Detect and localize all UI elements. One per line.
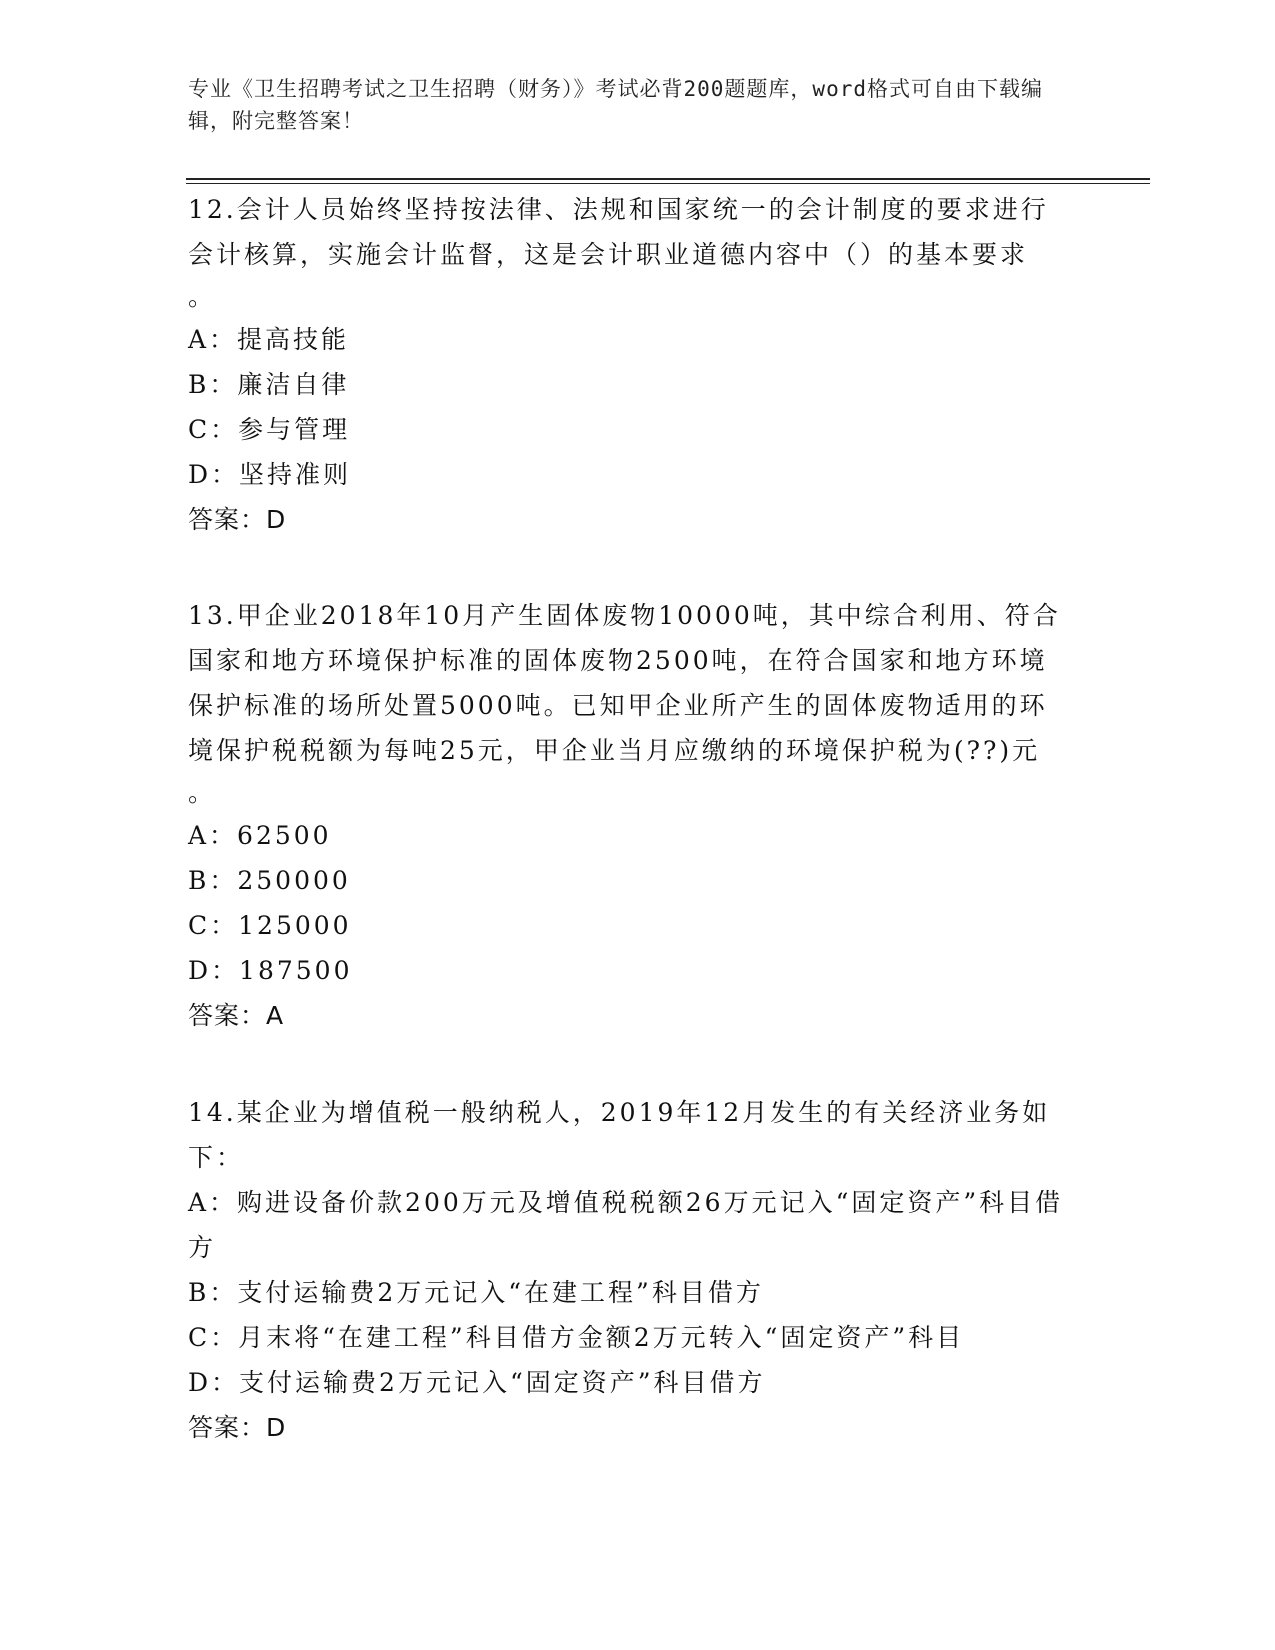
option-d: D：坚持准则 — [188, 460, 352, 489]
document-header: 专业《卫生招聘考试之卫生招聘（财务）》考试必背200题题库，word格式可自由下载编辑，附完整答案！ — [188, 77, 1043, 133]
question-stem: 14.某企业为增值税一般纳税人，2019年12月发生的有关经济业务如下： — [188, 1098, 1051, 1172]
option-c: C：月末将“在建工程”科目借方金额2万元转入“固定资产”科目 — [188, 1323, 965, 1352]
question-12 — [188, 187, 1068, 542]
option-b: B：250000 — [188, 866, 351, 895]
option-b: B：廉洁自律 — [188, 370, 350, 399]
option-c: C：参与管理 — [188, 415, 351, 444]
option-a: A：62500 — [188, 821, 332, 850]
answer: 答案：A — [188, 1001, 285, 1030]
question-stem: 13.甲企业2018年10月产生固体废物10000吨，其中综合利用、符合国家和地方环境保护标准的固体废物2500吨，在符合国家和地方环境保护标准的场所处置5000吨。已知甲企业所产生的固体废物适用的环境保护税税额为每吨25元，甲企业当月应缴纳的环境保护税为(??)元 — [188, 601, 1061, 765]
option-b: B：支付运输费2万元记入“在建工程”科目借方 — [188, 1278, 764, 1307]
answer: 答案：D — [188, 505, 287, 534]
answer: 答案：D — [188, 1413, 287, 1442]
option-d: D：支付运输费2万元记入“固定资产”科目借方 — [188, 1368, 766, 1397]
question-stem-end: 。 — [188, 282, 217, 311]
question-stem-end: 。 — [188, 778, 217, 807]
option-c: C：125000 — [188, 911, 352, 940]
option-a: A：提高技能 — [188, 325, 350, 354]
option-a: A：购进设备价款200万元及增值税税额26万元记入“固定资产”科目借方 — [188, 1188, 1064, 1262]
header-divider-thin — [186, 183, 1150, 184]
header-divider — [186, 178, 1150, 180]
question-13 — [188, 593, 1068, 1038]
option-d: D：187500 — [188, 956, 353, 985]
question-14 — [188, 1090, 1068, 1450]
question-stem: 12.会计人员始终坚持按法律、法规和国家统一的会计制度的要求进行会计核算，实施会计监督，这是会计职业道德内容中（）的基本要求 — [188, 195, 1049, 269]
